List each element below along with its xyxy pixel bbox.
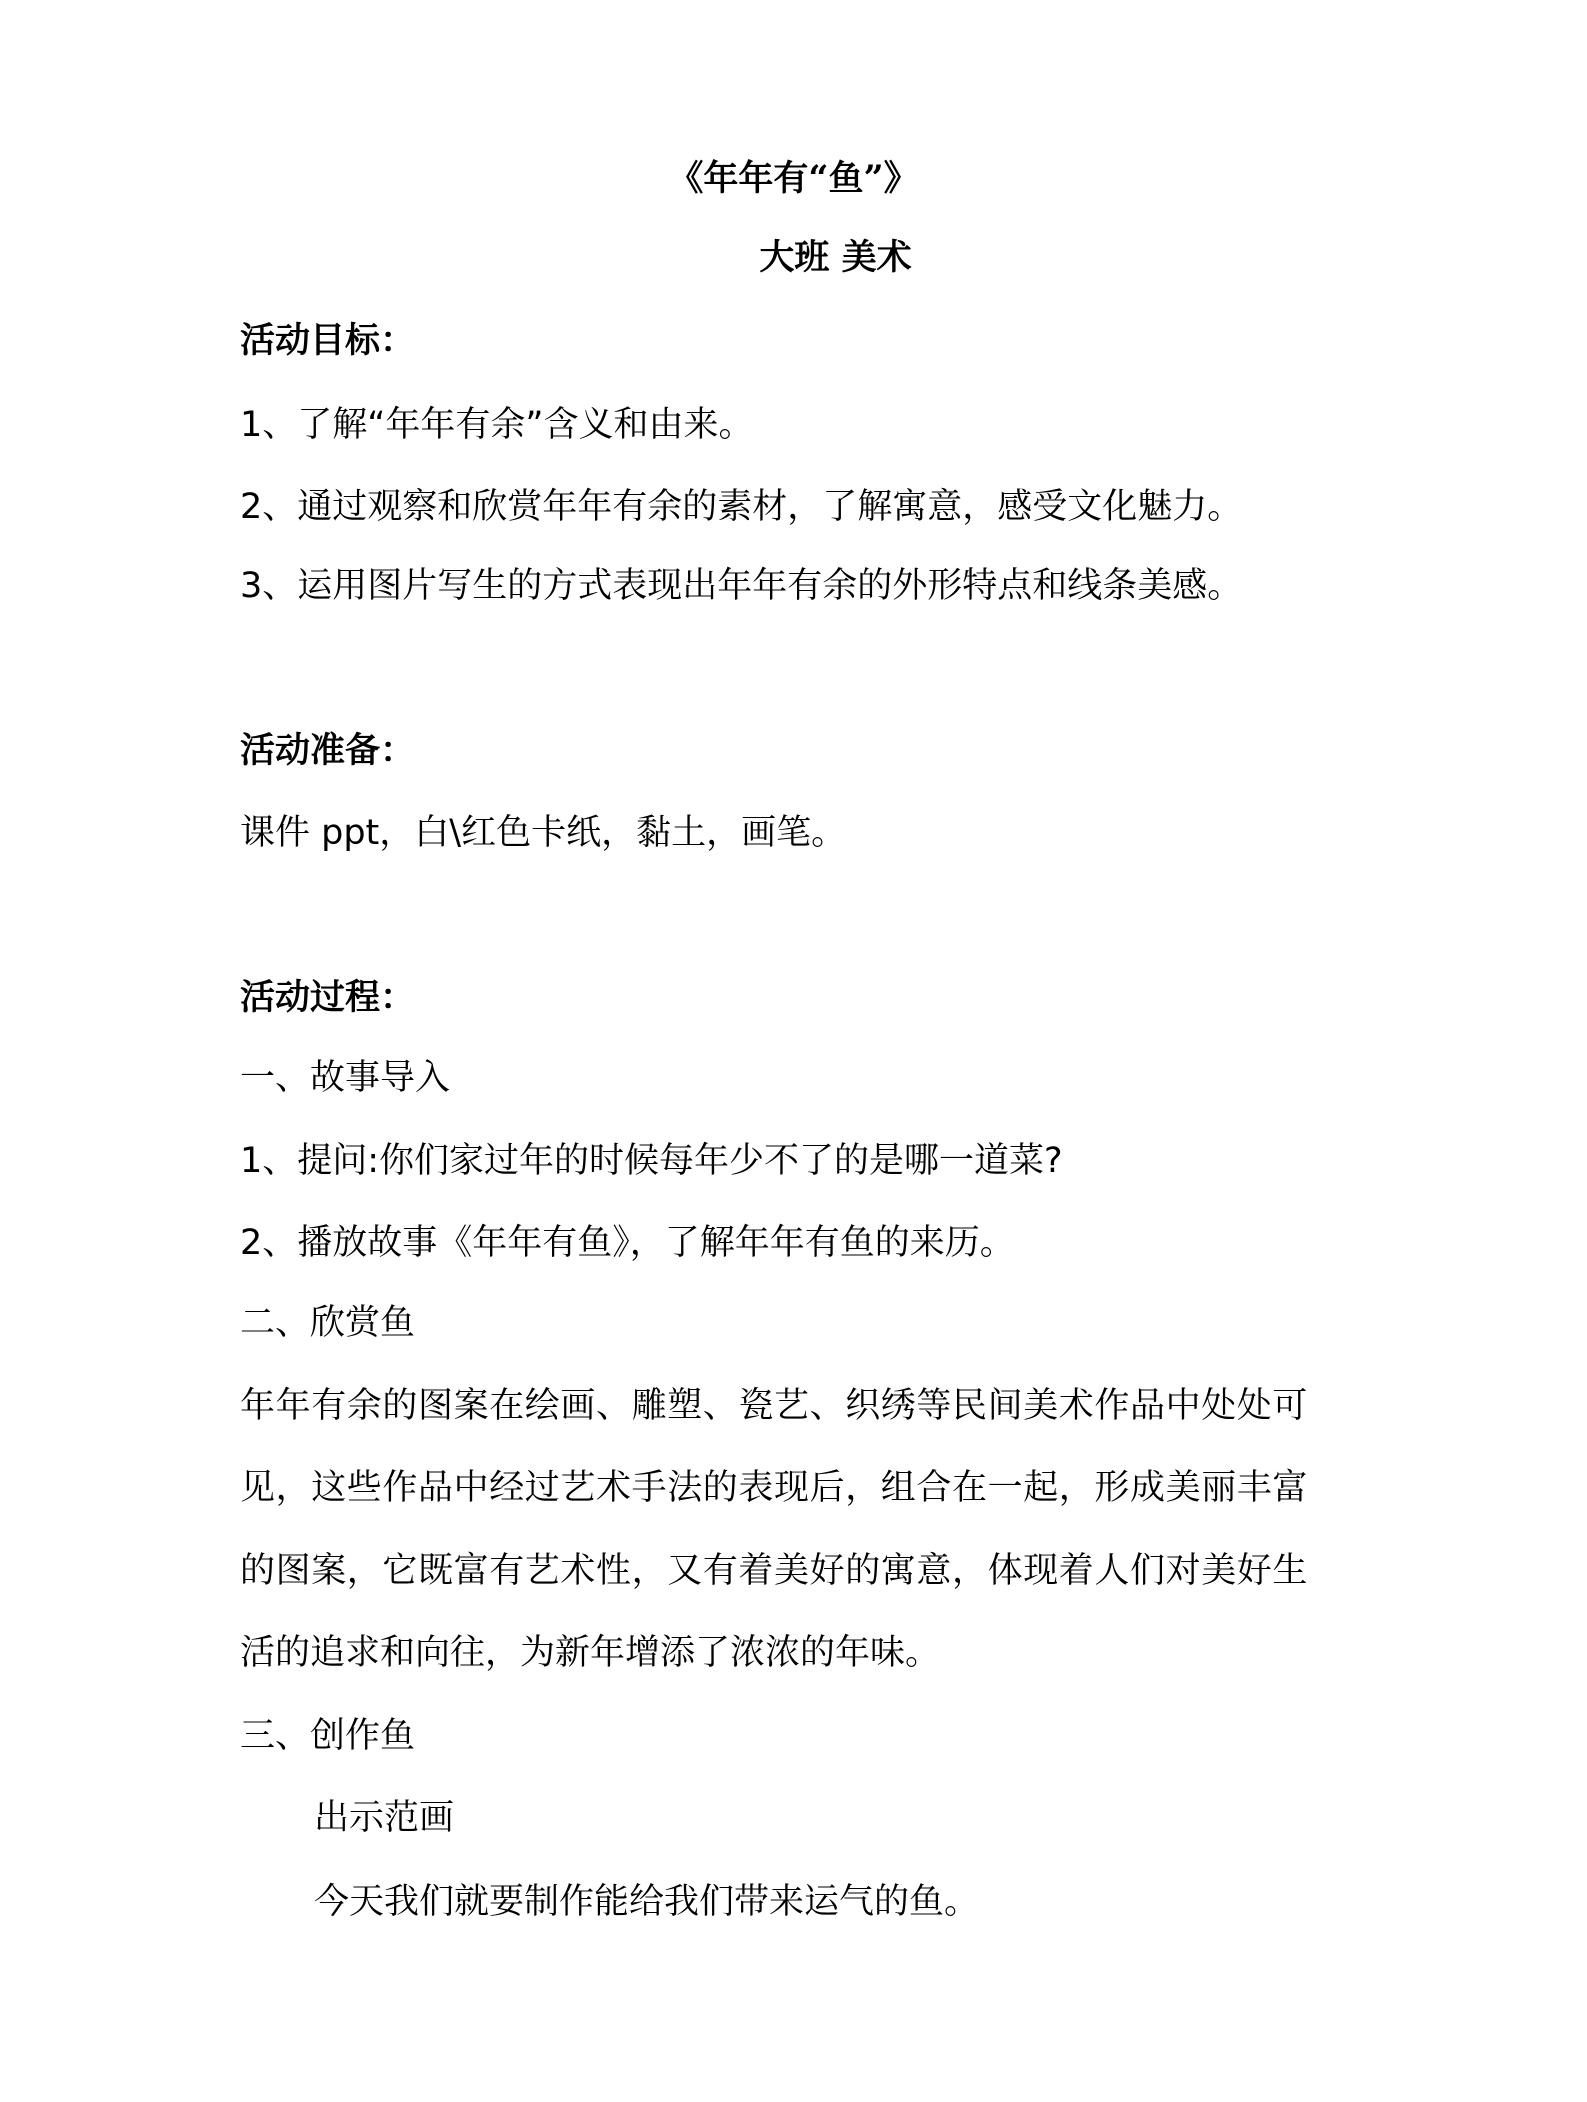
- preparation-heading: 活动准备：: [240, 731, 416, 771]
- goals-heading: 活动目标：: [240, 321, 416, 361]
- part2-paragraph-line-3: 的图案，它既富有艺术性，又有着美好的寓意，体现着人们对美好生: [240, 1551, 1309, 1591]
- part1-item-2: 2、播放故事《年年有鱼》，了解年年有鱼的来历。: [240, 1223, 1015, 1263]
- part2-heading: 二、欣赏鱼: [240, 1303, 416, 1343]
- goal-item-3: 3、运用图片写生的方式表现出年年有余的外形特点和线条美感。: [240, 566, 1243, 606]
- document-subtitle: 大班 美术: [759, 237, 912, 278]
- part2-paragraph-line-2: 见，这些作品中经过艺术手法的表现后，组合在一起，形成美丽丰富: [240, 1468, 1309, 1508]
- part3-heading: 三、创作鱼: [240, 1716, 416, 1756]
- goal-item-2: 2、通过观察和欣赏年年有余的素材，了解寓意，感受文化魅力。: [240, 487, 1243, 527]
- part1-heading: 一、故事导入: [240, 1058, 451, 1098]
- part2-paragraph-line-4: 活的追求和向往，为新年增添了浓浓的年味。: [240, 1633, 941, 1673]
- part1-item-1: 1、提问:你们家过年的时候每年少不了的是哪一道菜?: [240, 1141, 1063, 1181]
- goal-item-1: 1、了解“年年有余”含义和由来。: [240, 405, 754, 445]
- part3-line-2: 今天我们就要制作能给我们带来运气的鱼。: [314, 1882, 980, 1922]
- process-heading: 活动过程：: [240, 978, 416, 1018]
- document-title: 《年年有“鱼”》: [668, 158, 919, 199]
- part3-line-1: 出示范画: [314, 1798, 455, 1838]
- part2-paragraph-line-1: 年年有余的图案在绘画、雕塑、瓷艺、织绣等民间美术作品中处处可: [240, 1386, 1309, 1426]
- preparation-text: 课件 ppt，白\红色卡纸，黏土，画笔。: [240, 813, 847, 853]
